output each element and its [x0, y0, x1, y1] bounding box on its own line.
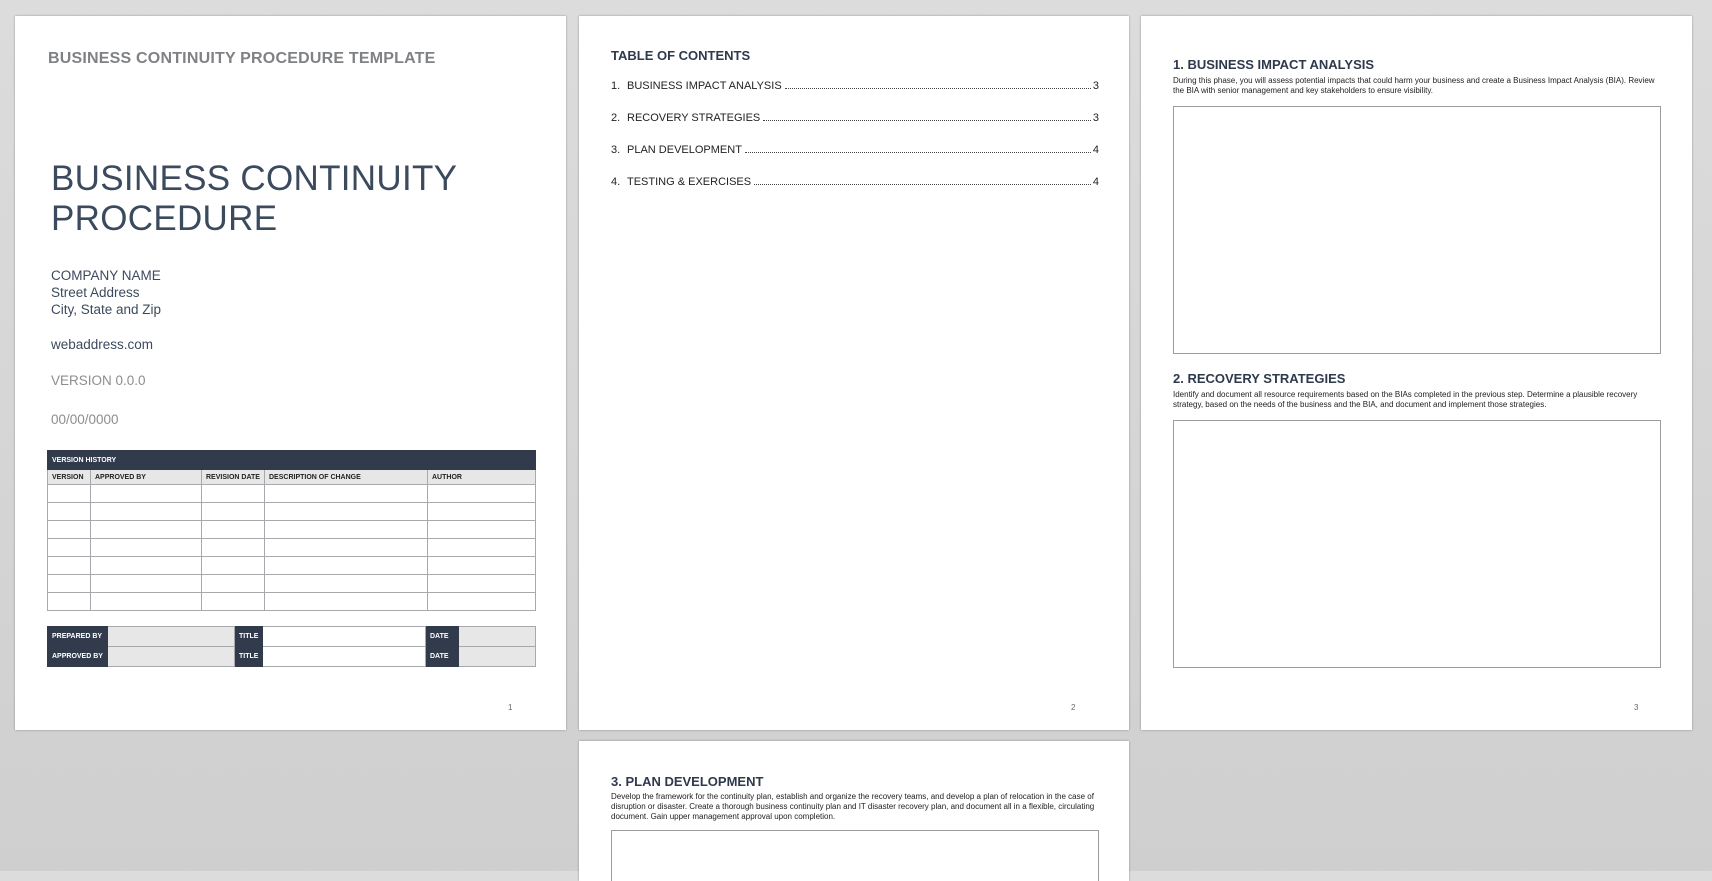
title-field[interactable]	[263, 627, 426, 647]
toc-leader	[754, 184, 1091, 185]
page-number: 1	[508, 703, 513, 712]
section-heading: 3. PLAN DEVELOPMENT	[611, 774, 764, 789]
web-address: webaddress.com	[51, 337, 154, 352]
toc-entry[interactable]	[611, 80, 1099, 92]
toc-page: 4	[1092, 176, 1099, 188]
section-input-box[interactable]	[1173, 106, 1661, 354]
toc-page: 3	[1092, 80, 1099, 92]
table-cell[interactable]	[48, 485, 91, 503]
table-cell[interactable]	[265, 557, 428, 575]
toc-number: 2.	[611, 112, 621, 124]
column-header: AUTHOR	[428, 470, 536, 485]
table-cell[interactable]	[91, 575, 202, 593]
toc-leader	[763, 120, 1091, 121]
document-page-1	[15, 16, 566, 730]
table-cell[interactable]	[91, 503, 202, 521]
toc-number: 4.	[611, 176, 621, 188]
table-cell[interactable]	[202, 575, 265, 593]
section-description: During this phase, you will assess potential impacts that could harm your business and create a Business Impact Analysis (BIA). Review the BIA with senior management and key stakeholders to ensure visibility.	[1173, 76, 1655, 95]
title-line-1: BUSINESS CONTINUITY	[51, 159, 458, 198]
table-cell[interactable]	[428, 557, 536, 575]
prepared-by-label: PREPARED BY	[48, 627, 108, 647]
table-cell[interactable]	[48, 503, 91, 521]
table-cell[interactable]	[48, 593, 91, 611]
table-cell[interactable]	[48, 521, 91, 539]
table-row	[48, 575, 536, 593]
date-label: DATE	[426, 627, 459, 647]
page-number: 3	[1634, 703, 1639, 712]
toc-leader	[785, 88, 1091, 89]
toc-entry[interactable]	[611, 112, 1099, 124]
prepared-by-field[interactable]	[108, 627, 235, 647]
toc-title: TABLE OF CONTENTS	[611, 48, 751, 63]
date-field[interactable]	[459, 627, 536, 647]
table-cell[interactable]	[91, 539, 202, 557]
title-label: TITLE	[235, 627, 263, 647]
title-field[interactable]	[263, 647, 426, 667]
signoff-row-approved	[48, 647, 536, 667]
table-cell[interactable]	[265, 539, 428, 557]
table-cell[interactable]	[202, 485, 265, 503]
table-cell[interactable]	[265, 593, 428, 611]
toc-entry[interactable]	[611, 176, 1099, 188]
table-cell[interactable]	[428, 503, 536, 521]
toc-label: PLAN DEVELOPMENT	[627, 144, 742, 156]
column-header: VERSION	[48, 470, 91, 485]
table-row	[48, 593, 536, 611]
page-number: 2	[1071, 703, 1076, 712]
signoff-table	[47, 626, 536, 667]
table-cell[interactable]	[48, 557, 91, 575]
section-input-box[interactable]	[611, 830, 1099, 881]
table-cell[interactable]	[202, 521, 265, 539]
table-cell[interactable]	[265, 521, 428, 539]
column-header: DESCRIPTION OF CHANGE	[265, 470, 428, 485]
table-row	[48, 503, 536, 521]
table-cell[interactable]	[428, 539, 536, 557]
table-row	[48, 539, 536, 557]
document-header: BUSINESS CONTINUITY PROCEDURE TEMPLATE	[48, 50, 436, 67]
section-heading: 2. RECOVERY STRATEGIES	[1173, 371, 1346, 386]
toc-label: RECOVERY STRATEGIES	[627, 112, 761, 124]
table-cell[interactable]	[91, 557, 202, 575]
table-cell[interactable]	[202, 593, 265, 611]
toc-page: 4	[1092, 144, 1099, 156]
section-description: Develop the framework for the continuity plan, establish and organize the recovery teams, and develop a plan of relocation in the case of disruption or disaster. Create a thorough business continuity plan and IT disaster recovery plan, and document all in a flexible, circulating document. Gain upper management approval upon completion.	[611, 792, 1095, 821]
table-cell[interactable]	[428, 521, 536, 539]
title-label: TITLE	[235, 647, 263, 667]
document-page-2	[579, 16, 1129, 730]
table-cell[interactable]	[202, 539, 265, 557]
street-address: Street Address	[51, 285, 140, 300]
column-header: REVISION DATE	[202, 470, 265, 485]
table-cell[interactable]	[265, 503, 428, 521]
table-row	[48, 485, 536, 503]
document-title	[51, 159, 457, 239]
table-cell[interactable]	[91, 485, 202, 503]
table-cell[interactable]	[428, 575, 536, 593]
date-field[interactable]	[459, 647, 536, 667]
toc-label: BUSINESS IMPACT ANALYSIS	[627, 80, 782, 92]
table-cell[interactable]	[265, 485, 428, 503]
table-cell[interactable]	[428, 485, 536, 503]
document-page-4	[579, 741, 1129, 881]
section-input-box[interactable]	[1173, 420, 1661, 668]
toc-number: 3.	[611, 144, 621, 156]
version-label: VERSION 0.0.0	[51, 373, 146, 388]
table-cell[interactable]	[202, 557, 265, 575]
table-row	[48, 521, 536, 539]
table-cell[interactable]	[91, 521, 202, 539]
section-description: Identify and document all resource requirements based on the BIAs completed in the previous step. Determine a plausible recovery strategy, based on the needs of the business and the BIA, and document and implement those strategies.	[1173, 390, 1638, 409]
approved-by-label: APPROVED BY	[48, 647, 108, 667]
signoff-row-prepared	[48, 627, 536, 647]
city-state-zip: City, State and Zip	[51, 302, 162, 317]
column-header: APPROVED BY	[91, 470, 202, 485]
table-cell[interactable]	[265, 575, 428, 593]
toc-label: TESTING & EXERCISES	[627, 176, 752, 188]
table-cell[interactable]	[428, 593, 536, 611]
document-page-3	[1141, 16, 1692, 730]
title-line-2: PROCEDURE	[51, 199, 278, 238]
toc-entry[interactable]	[611, 144, 1099, 156]
version-history-table	[47, 450, 536, 611]
section-heading: 1. BUSINESS IMPACT ANALYSIS	[1173, 57, 1375, 72]
toc-page: 3	[1092, 112, 1099, 124]
toc-number: 1.	[611, 80, 621, 92]
document-date: 00/00/0000	[51, 412, 119, 427]
table-row	[48, 557, 536, 575]
table-cell[interactable]	[91, 593, 202, 611]
company-name: COMPANY NAME	[51, 268, 161, 283]
approved-by-field[interactable]	[108, 647, 235, 667]
date-label: DATE	[426, 647, 459, 667]
table-cell[interactable]	[202, 503, 265, 521]
toc-leader	[745, 152, 1091, 153]
version-history-title: VERSION HISTORY	[48, 451, 536, 470]
table-cell[interactable]	[48, 539, 91, 557]
table-cell[interactable]	[48, 575, 91, 593]
